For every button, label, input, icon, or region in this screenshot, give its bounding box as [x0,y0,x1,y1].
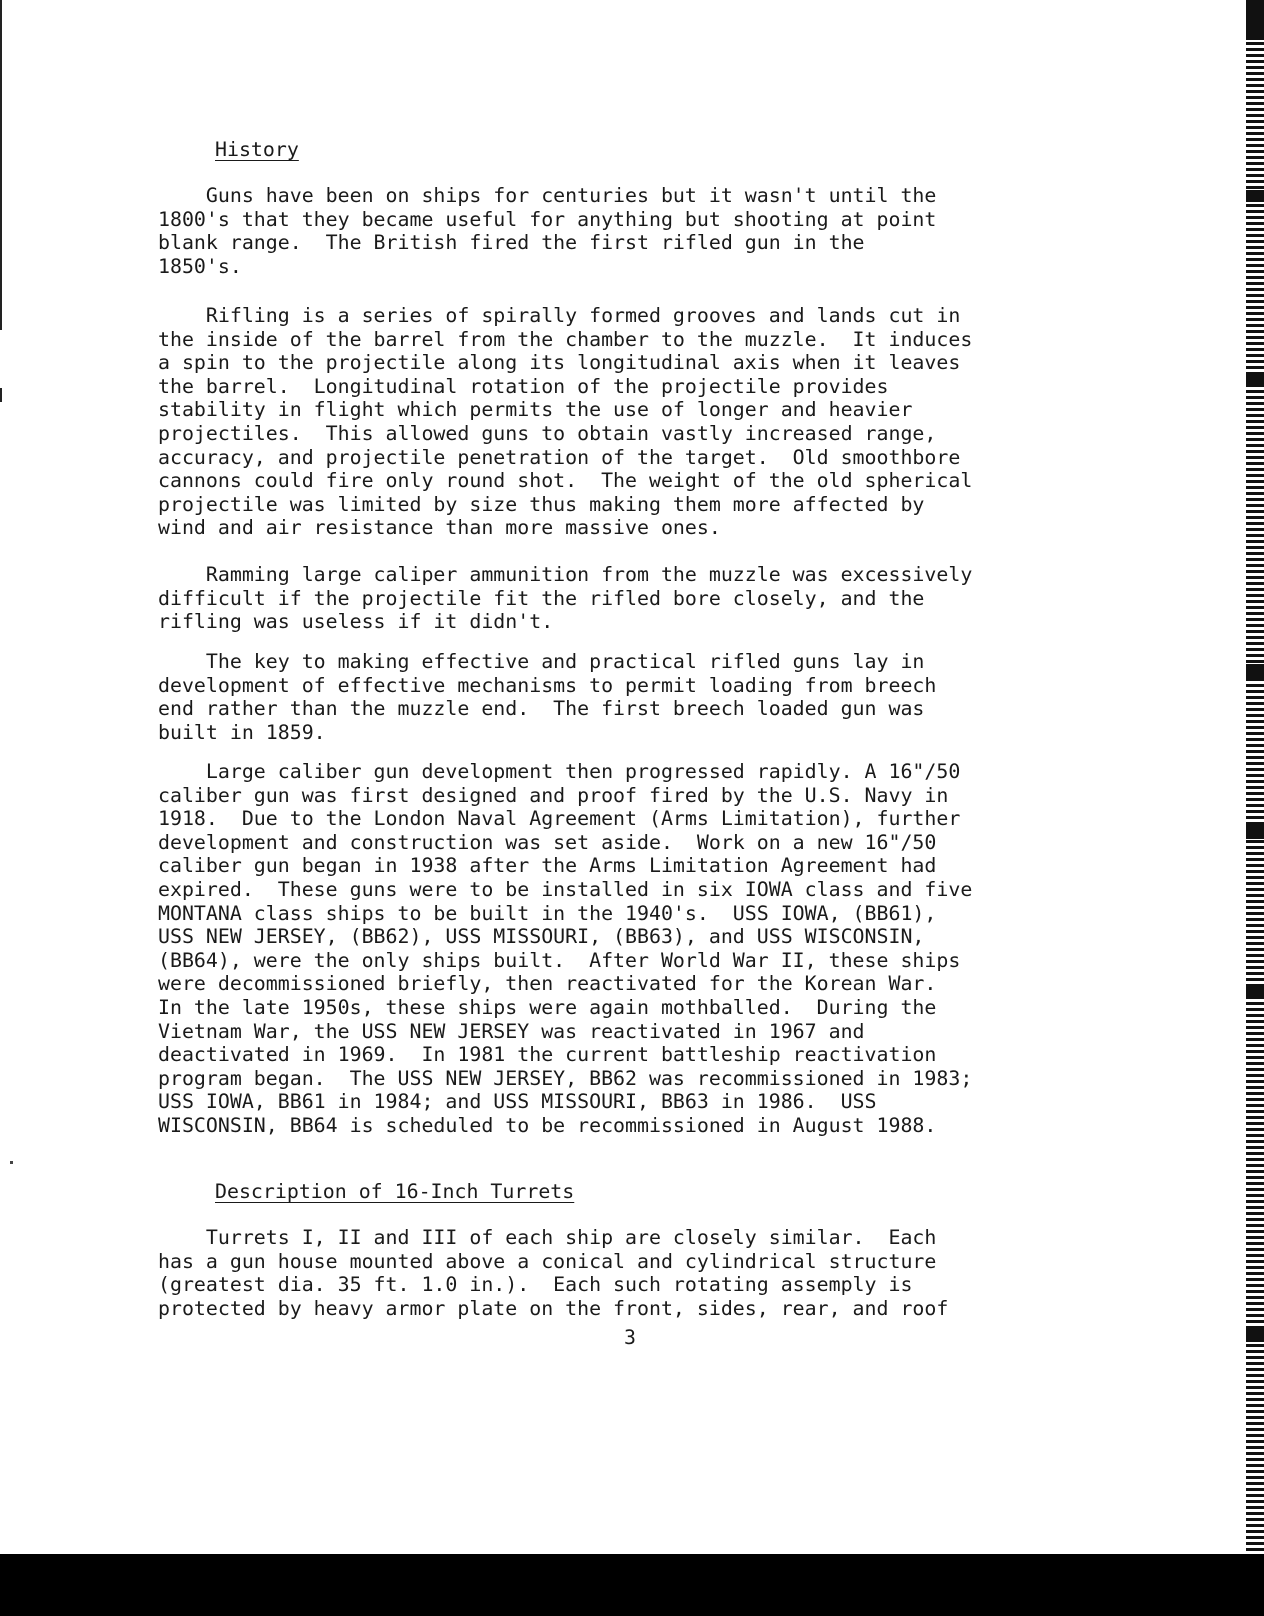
history-paragraph-rifling: Rifling is a series of spirally formed grooves and lands cut in the inside of the barrel from the chamber to the muzzle. It induces a spin to the projectile along its longitudinal axis when it leaves the barrel. Longitudinal rotation of the projectile provides stability in flight which permits the use of longer and heavier projectiles. This allowed guns to obtain vastly increased range, accuracy, and projectile penetration of the target. Old smoothbore cannons could fire only round shot. The weight of the old spherical projectile was limited by size thus making them more affected by wind and air resistance than more massive ones. [158,304,973,540]
scan-edge-block [1246,190,1264,202]
history-paragraph-breech-loading: The key to making effective and practical rifled guns lay in development of effective mechanisms to permit loading from breech end rather than the muzzle end. The first breech loaded gun was built in 1859. [158,650,937,744]
scan-edge-block [1246,985,1264,999]
history-paragraph-ramming: Ramming large caliper ammunition from the muzzle was excessively difficult if the projectile fit the rifled bore closely, and the rifling was useless if it didn't. [158,563,973,634]
scan-right-edge-strip [1246,0,1264,1554]
scan-bottom-border [0,1554,1264,1616]
scan-edge-block [1246,0,1264,40]
scan-edge-block [1246,664,1264,680]
scan-speck [10,1161,13,1164]
history-paragraph-large-caliber: Large caliber gun development then progressed rapidly. A 16"/50 caliber gun was first designed and proof fired by the U.S. Navy in 1918. Due to the London Naval Agreement (Arms Limitation), further development and construction was set aside. Work on a new 16"/50 caliber gun began in 1938 after the Arms Limitation Agreement had expired. These guns were to be installed in six IOWA class and five MONTANA class ships to be built in the 1940's. USS IOWA, (BB61), USS NEW JERSEY, (BB62), USS MISSOURI, (BB63), and USS WISCONSIN, (BB64), were the only ships built. After World War II, these ships were decommissioned briefly, then reactivated for the Korean War. In the late 1950s, these ships were again mothballed. During the Vietnam War, the USS NEW JERSEY was reactivated in 1967 and deactivated in 1969. In 1981 the current battleship reactivation program began. The USS NEW JERSEY, BB62 was recommissioned in 1983; USS IOWA, BB61 in 1984; and USS MISSOURI, BB63 in 1986. USS WISCONSIN, BB64 is scheduled to be recommissioned in August 1988. [158,760,973,1137]
history-paragraph-guns-on-ships: Guns have been on ships for centuries but it wasn't until the 1800's that they became useful for anything but shooting at point blank range. The British fired the first rifled gun in the 1850's. [158,184,937,278]
turrets-heading: Description of 16-Inch Turrets [215,1180,575,1203]
scan-edge-block [1246,825,1264,839]
history-heading: History [215,138,299,161]
scan-edge-block [1246,372,1264,386]
turrets-paragraph: Turrets I, II and III of each ship are closely similar. Each has a gun house mounted above a conical and cylindrical structure (greatest dia. 35 ft. 1.0 in.). Each such rotating assemply is protected by heavy armor plate on the front, sides, rear, and roof [158,1226,949,1320]
scan-left-edge-mark [0,388,2,402]
page-number: 3 [624,1326,636,1349]
scan-edge-block [1246,1326,1264,1342]
scan-left-edge-mark [0,0,2,330]
